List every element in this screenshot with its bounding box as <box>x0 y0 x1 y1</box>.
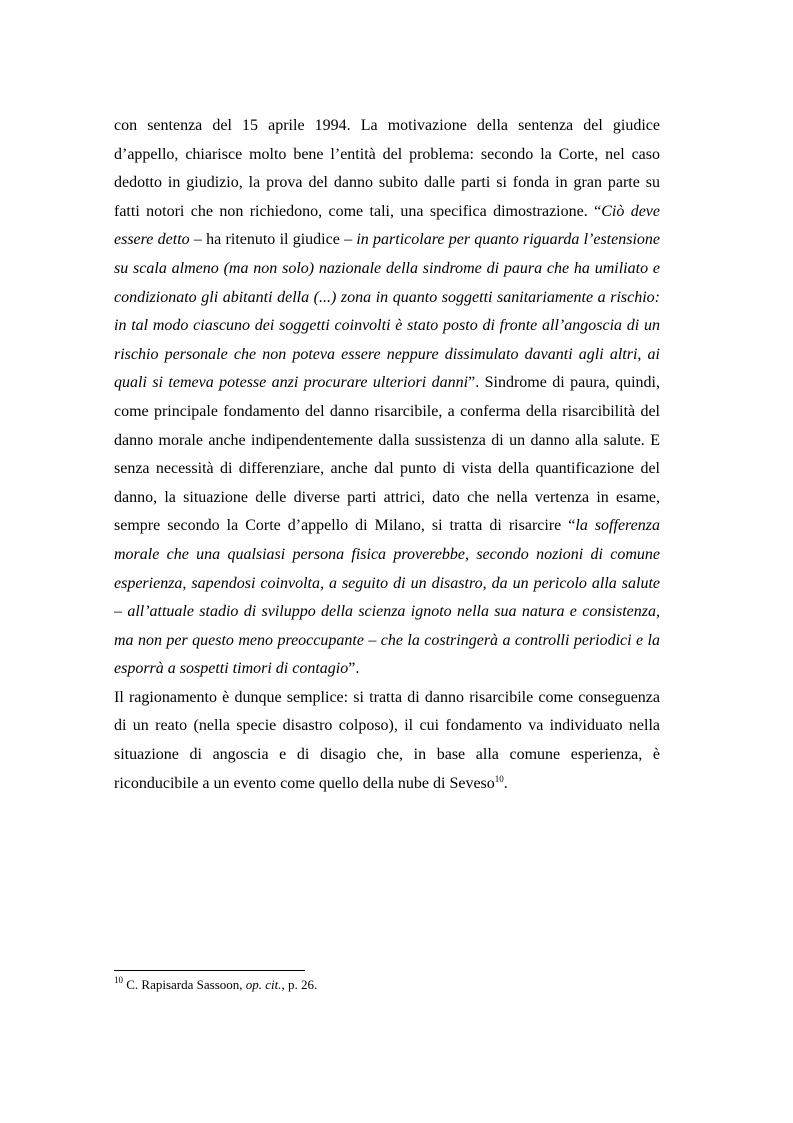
footnote <box>114 976 660 994</box>
body-text <box>114 112 660 798</box>
footnote-page: , p. 26. <box>281 977 318 992</box>
quote-1: Ciò deve essere detto <box>114 202 661 249</box>
footnote-reference[interactable]: 10 <box>494 773 504 784</box>
footnote-op-cit: op. cit. <box>245 977 282 992</box>
footnote-number: 10 <box>114 975 123 985</box>
paragraph-2-end: . <box>503 774 508 792</box>
footnote-separator <box>114 970 305 971</box>
quote-2: in particolare per quanto riguarda l’estensione su scala almeno (ma non solo) nazionale della sindrome di paura che ha umiliato e condizionato gli abitanti della (...) zona in quanto soggetti sanitariamente a rischio: in tal modo ciascuno dei soggetti coinvolti è stato posto di fronte all’angoscia di un rischio personale che non poteva essere neppure dissimulato davanti agli altri, ai quali si temeva potesse anzi procurare ulteriori danni <box>114 231 660 392</box>
paragraph-1-text-4: ”. <box>348 660 360 678</box>
paragraph-2 <box>114 684 660 798</box>
paragraph-1-text-3: ”. Sindrome di paura, quindi, come principale fondamento del danno risarcibile, a conferma della risarcibilità del danno morale anche indipendentemente dalla sussistenza di un danno alla salute. E senza necessità di differenziare, anche dal punto di vista della quantificazione del danno, la situazione delle diverse parti attrici, dato che nella vertenza in esame, sempre secondo la Corte d’appello di Milano, si tratta di risarcire “ <box>114 374 661 535</box>
paragraph-1-text-2: – ha ritenuto il giudice – <box>189 231 357 249</box>
quote-3: la sofferenza morale che una qualsiasi persona fisica proverebbe, secondo nozioni di comune esperienza, sapendosi coinvolta, a seguito di un disastro, da un pericolo alla salute – all’attuale stadio di sviluppo della scienza ignoto nella sua natura e consistenza, ma non per questo meno preoccupante – che la costringerà a controlli periodici e la esporrà a sospetti timori di contagio <box>114 517 661 678</box>
paragraph-2-text: Il ragionamento è dunque semplice: si tratta di danno risarcibile come conseguenza di un reato (nella specie disastro colposo), il cui fondamento va individuato nella situazione di angoscia e di disagio che, in base alla comune esperienza, è riconducibile a un evento come quello della nube di Seveso <box>114 688 660 792</box>
paragraph-1 <box>114 112 660 684</box>
paragraph-1-text-1: con sentenza del 15 aprile 1994. La motivazione della sentenza del giudice d’appello, chiarisce molto bene l’entità del problema: secondo la Corte, nel caso dedotto in giudizio, la prova del danno subito dalle parti si fonda in gran parte su fatti notori che non richiedono, come tali, una specifica dimostrazione. “ <box>114 117 660 220</box>
footnote-author: C. Rapisarda Sassoon, <box>123 977 246 992</box>
